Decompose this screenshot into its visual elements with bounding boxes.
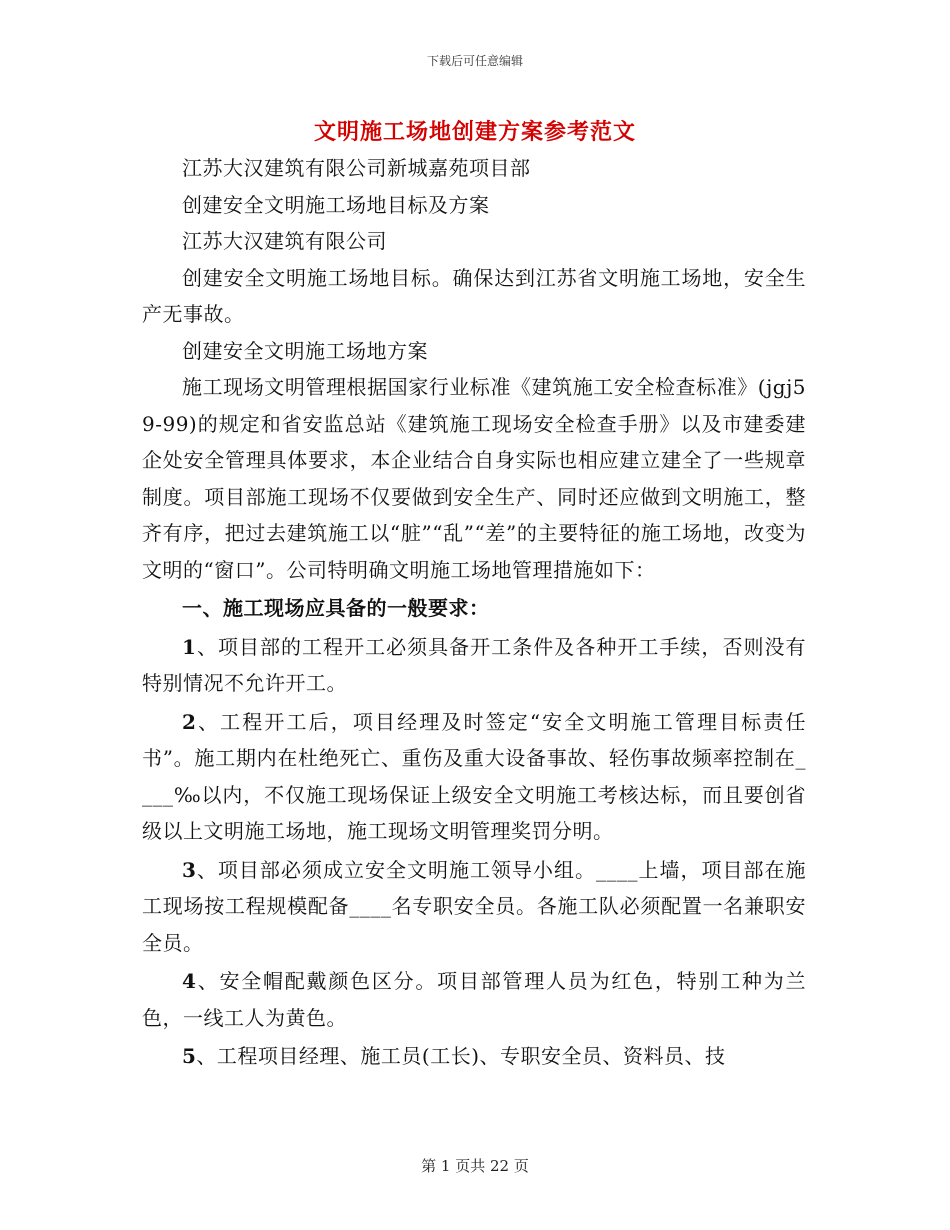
list-item-number: 4 — [182, 969, 197, 993]
list-item-text: 、安全帽配戴颜色区分。项目部管理人员为红色，特别工种为兰色，一线工人为黄色。 — [142, 969, 806, 1030]
list-item-number: 1 — [182, 634, 197, 659]
list-item-text: 、工程项目经理、施工员(工长)、专职安全员、资料员、技 — [196, 1044, 726, 1068]
list-item-text: 、项目部必须成立安全文明施工领导小组。____上墙，项目部在施工现场按工程规模配备____名专职安全员。各施工队必须配置一名兼职安全员。 — [142, 857, 806, 955]
list-item-number: 3 — [182, 857, 197, 882]
document-title: 文明施工场地创建方案参考范文 — [313, 119, 636, 145]
list-item — [142, 852, 806, 962]
page-header: 下载后可任意编辑 — [426, 54, 523, 68]
list-item — [142, 629, 806, 702]
paragraph-company: 江苏大汉建筑有限公司 — [182, 229, 387, 253]
list-item-text: 、项目部的工程开工必须具备开工条件及各种开工手续，否则没有特别情况不允许开工。 — [142, 634, 806, 695]
list-item-number: 5 — [182, 1044, 197, 1068]
paragraph-plan-heading: 创建安全文明施工场地方案 — [182, 338, 428, 363]
paragraph-subtitle: 创建安全文明施工场地目标及方案 — [182, 192, 490, 217]
page-footer: 第 1 页共 22 页 — [421, 1157, 529, 1175]
paragraph-project-department: 江苏大汉建筑有限公司新城嘉苑项目部 — [182, 156, 531, 180]
list-item — [142, 1038, 806, 1075]
document-body — [142, 150, 806, 1075]
paragraph-goal: 创建安全文明施工场地目标。确保达到江苏省文明施工场地，安全生产无事故。 — [142, 265, 806, 326]
section-heading: 一、施工现场应具备的一般要求： — [182, 596, 490, 620]
list-item — [142, 704, 806, 850]
paragraph-introduction: 施工现场文明管理根据国家行业标准《建筑施工安全检查标准》(jgj59-99)的规定和省安监总站《建筑施工现场安全检查手册》以及市建委建企处安全管理具体要求，本企业结合自身实际也相应建立建全了一些规章制度。项目部施工现场不仅要做到安全生产、同时还应做到文明施工，整齐有序，把过去建筑施工以“脏”“乱”“差”的主要特征的施工场地，改变为文明的“窗口”。公司特明确文明施工场地管理措施如下： — [142, 375, 806, 582]
list-item-text: 、工程开工后，项目经理及时签定“安全文明施工管理目标责任书”。施工期内在杜绝死亡、重伤及重大设备事故、轻伤事故频率控制在____‰以内，不仅施工现场保证上级安全文明施工考核达标，而且要创省级以上文明施工场地，施工现场文明管理奖罚分明。 — [142, 709, 806, 843]
list-item — [142, 963, 806, 1036]
list-item-number: 2 — [182, 709, 197, 734]
